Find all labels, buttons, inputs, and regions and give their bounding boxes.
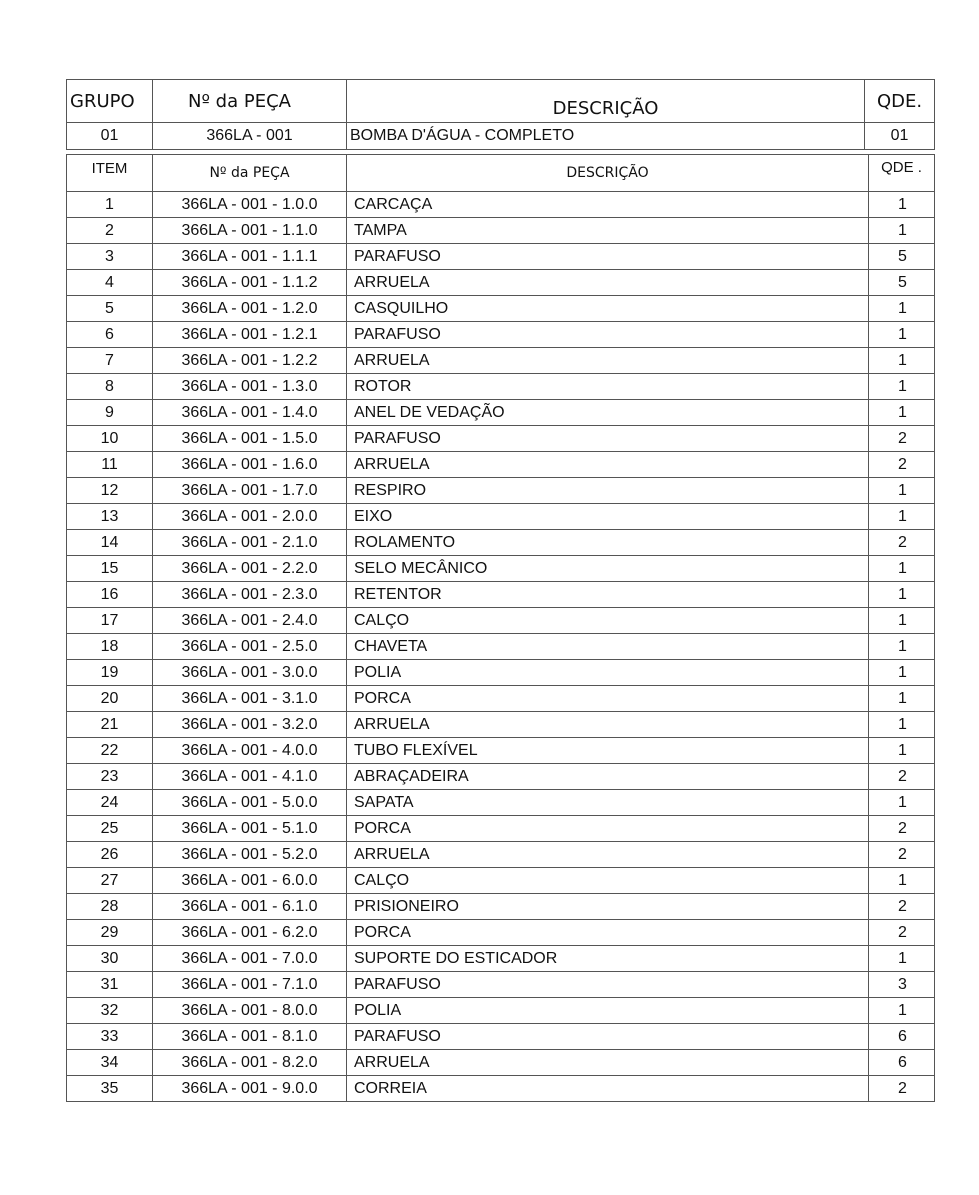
- descricao-cell: PORCA: [347, 920, 869, 946]
- qde-cell: 1: [869, 400, 935, 426]
- descricao-cell: TUBO FLEXÍVEL: [347, 738, 869, 764]
- peca-cell: 366LA - 001 - 1.4.0: [153, 400, 347, 426]
- item-cell: 15: [67, 556, 153, 582]
- table-row: [67, 790, 935, 816]
- item-cell: 18: [67, 634, 153, 660]
- peca-cell: 366LA - 001 - 4.1.0: [153, 764, 347, 790]
- item-cell: 9: [67, 400, 153, 426]
- descricao-cell: PARAFUSO: [347, 244, 869, 270]
- peca-cell: 366LA - 001 - 5.1.0: [153, 816, 347, 842]
- peca-cell: 366LA - 001 - 3.1.0: [153, 686, 347, 712]
- qde-cell: 2: [869, 894, 935, 920]
- descricao-value: BOMBA D'ÁGUA - COMPLETO: [347, 123, 865, 150]
- descricao-cell: PORCA: [347, 686, 869, 712]
- qde-cell: 1: [869, 686, 935, 712]
- descricao-cell: POLIA: [347, 998, 869, 1024]
- qde-cell: 1: [869, 374, 935, 400]
- item-cell: 35: [67, 1076, 153, 1102]
- item-cell: 17: [67, 608, 153, 634]
- group-header-row: [67, 80, 935, 123]
- qde-cell: 2: [869, 920, 935, 946]
- descricao-cell: EIXO: [347, 504, 869, 530]
- peca-cell: 366LA - 001 - 8.0.0: [153, 998, 347, 1024]
- table-row: [67, 738, 935, 764]
- table-row: [67, 374, 935, 400]
- table-row: [67, 608, 935, 634]
- item-cell: 25: [67, 816, 153, 842]
- qde-value: 01: [865, 123, 935, 150]
- item-cell: 21: [67, 712, 153, 738]
- qde-cell: 1: [869, 868, 935, 894]
- peca-cell: 366LA - 001 - 8.1.0: [153, 1024, 347, 1050]
- peca-cell: 366LA - 001 - 6.0.0: [153, 868, 347, 894]
- table-row: [67, 868, 935, 894]
- peca-header: Nº da PEÇA: [153, 80, 347, 123]
- item-cell: 13: [67, 504, 153, 530]
- item-cell: 3: [67, 244, 153, 270]
- peca-cell: 366LA - 001 - 8.2.0: [153, 1050, 347, 1076]
- table-row: [67, 192, 935, 218]
- item-cell: 34: [67, 1050, 153, 1076]
- table-row: [67, 1024, 935, 1050]
- descricao-header: DESCRIÇÃO: [347, 80, 865, 123]
- descricao-cell: ROLAMENTO: [347, 530, 869, 556]
- qde-cell: 3: [869, 972, 935, 998]
- table-row: [67, 556, 935, 582]
- item-cell: 29: [67, 920, 153, 946]
- qde-cell: 1: [869, 218, 935, 244]
- peca-cell: 366LA - 001 - 1.3.0: [153, 374, 347, 400]
- item-cell: 20: [67, 686, 153, 712]
- item-cell: 7: [67, 348, 153, 374]
- qde-cell: 5: [869, 270, 935, 296]
- qde-cell: 2: [869, 452, 935, 478]
- parts-body: [67, 192, 935, 1102]
- parts-table: [66, 154, 935, 1102]
- peca-cell: 366LA - 001 - 6.2.0: [153, 920, 347, 946]
- peca-cell: 366LA - 001 - 1.1.1: [153, 244, 347, 270]
- qde-cell: 1: [869, 322, 935, 348]
- table-row: [67, 920, 935, 946]
- item-cell: 2: [67, 218, 153, 244]
- table-row: [67, 270, 935, 296]
- item-cell: 10: [67, 426, 153, 452]
- descricao-cell: CASQUILHO: [347, 296, 869, 322]
- descricao-cell: ABRAÇADEIRA: [347, 764, 869, 790]
- descricao-cell: PARAFUSO: [347, 426, 869, 452]
- item-cell: 33: [67, 1024, 153, 1050]
- qde-cell: 1: [869, 660, 935, 686]
- table-row: [67, 816, 935, 842]
- item-header: ITEM: [67, 155, 153, 192]
- descricao-cell: PARAFUSO: [347, 972, 869, 998]
- qde-header: QDE .: [869, 155, 935, 192]
- peca-cell: 366LA - 001 - 1.1.0: [153, 218, 347, 244]
- peca-cell: 366LA - 001 - 3.2.0: [153, 712, 347, 738]
- table-row: [67, 348, 935, 374]
- item-cell: 23: [67, 764, 153, 790]
- table-row: [67, 1050, 935, 1076]
- qde-cell: 2: [869, 816, 935, 842]
- qde-cell: 2: [869, 530, 935, 556]
- peca-cell: 366LA - 001 - 1.2.0: [153, 296, 347, 322]
- descricao-cell: ROTOR: [347, 374, 869, 400]
- descricao-cell: ARRUELA: [347, 452, 869, 478]
- peca-cell: 366LA - 001 - 2.5.0: [153, 634, 347, 660]
- peca-cell: 366LA - 001 - 1.5.0: [153, 426, 347, 452]
- item-cell: 12: [67, 478, 153, 504]
- qde-header: QDE.: [865, 80, 935, 123]
- descricao-cell: PARAFUSO: [347, 322, 869, 348]
- table-row: [67, 894, 935, 920]
- table-row: [67, 1076, 935, 1102]
- group-table: [66, 79, 935, 150]
- item-cell: 27: [67, 868, 153, 894]
- qde-cell: 1: [869, 738, 935, 764]
- qde-cell: 6: [869, 1024, 935, 1050]
- table-row: [67, 686, 935, 712]
- peca-cell: 366LA - 001 - 2.1.0: [153, 530, 347, 556]
- item-cell: 5: [67, 296, 153, 322]
- qde-cell: 1: [869, 608, 935, 634]
- descricao-cell: RETENTOR: [347, 582, 869, 608]
- peca-cell: 366LA - 001 - 1.7.0: [153, 478, 347, 504]
- qde-cell: 2: [869, 1076, 935, 1102]
- table-row: [67, 478, 935, 504]
- descricao-cell: CHAVETA: [347, 634, 869, 660]
- descricao-cell: TAMPA: [347, 218, 869, 244]
- qde-cell: 1: [869, 712, 935, 738]
- peca-cell: 366LA - 001 - 2.3.0: [153, 582, 347, 608]
- descricao-cell: CORREIA: [347, 1076, 869, 1102]
- qde-cell: 1: [869, 634, 935, 660]
- item-cell: 22: [67, 738, 153, 764]
- item-cell: 32: [67, 998, 153, 1024]
- item-cell: 14: [67, 530, 153, 556]
- item-cell: 30: [67, 946, 153, 972]
- item-cell: 1: [67, 192, 153, 218]
- descricao-cell: ARRUELA: [347, 270, 869, 296]
- peca-cell: 366LA - 001 - 2.0.0: [153, 504, 347, 530]
- table-row: [67, 764, 935, 790]
- item-cell: 8: [67, 374, 153, 400]
- descricao-cell: CALÇO: [347, 868, 869, 894]
- item-cell: 26: [67, 842, 153, 868]
- qde-cell: 1: [869, 192, 935, 218]
- descricao-cell: RESPIRO: [347, 478, 869, 504]
- table-row: [67, 998, 935, 1024]
- peca-cell: 366LA - 001 - 2.4.0: [153, 608, 347, 634]
- peca-cell: 366LA - 001 - 1.2.2: [153, 348, 347, 374]
- table-row: [67, 582, 935, 608]
- peca-cell: 366LA - 001 - 2.2.0: [153, 556, 347, 582]
- descricao-cell: ANEL DE VEDAÇÃO: [347, 400, 869, 426]
- descricao-cell: POLIA: [347, 660, 869, 686]
- peca-cell: 366LA - 001 - 1.6.0: [153, 452, 347, 478]
- item-cell: 24: [67, 790, 153, 816]
- table-row: [67, 504, 935, 530]
- descricao-header: DESCRIÇÃO: [347, 155, 869, 192]
- descricao-cell: ARRUELA: [347, 1050, 869, 1076]
- item-cell: 4: [67, 270, 153, 296]
- group-value-row: [67, 123, 935, 150]
- table-row: [67, 842, 935, 868]
- parts-header-row: [67, 155, 935, 192]
- table-row: [67, 296, 935, 322]
- table-row: [67, 218, 935, 244]
- peca-cell: 366LA - 001 - 1.1.2: [153, 270, 347, 296]
- peca-cell: 366LA - 001 - 1.0.0: [153, 192, 347, 218]
- item-cell: 11: [67, 452, 153, 478]
- qde-cell: 1: [869, 478, 935, 504]
- table-row: [67, 322, 935, 348]
- peca-cell: 366LA - 001 - 5.2.0: [153, 842, 347, 868]
- table-row: [67, 972, 935, 998]
- table-row: [67, 452, 935, 478]
- qde-cell: 1: [869, 556, 935, 582]
- descricao-cell: SUPORTE DO ESTICADOR: [347, 946, 869, 972]
- qde-cell: 1: [869, 946, 935, 972]
- qde-cell: 2: [869, 764, 935, 790]
- peca-cell: 366LA - 001 - 1.2.1: [153, 322, 347, 348]
- peca-cell: 366LA - 001 - 6.1.0: [153, 894, 347, 920]
- qde-cell: 1: [869, 348, 935, 374]
- item-cell: 6: [67, 322, 153, 348]
- qde-cell: 5: [869, 244, 935, 270]
- table-row: [67, 244, 935, 270]
- descricao-cell: ARRUELA: [347, 712, 869, 738]
- descricao-cell: CARCAÇA: [347, 192, 869, 218]
- peca-cell: 366LA - 001 - 3.0.0: [153, 660, 347, 686]
- table-row: [67, 660, 935, 686]
- item-cell: 28: [67, 894, 153, 920]
- peca-cell: 366LA - 001 - 7.0.0: [153, 946, 347, 972]
- table-row: [67, 946, 935, 972]
- qde-cell: 2: [869, 426, 935, 452]
- qde-cell: 1: [869, 504, 935, 530]
- descricao-cell: PARAFUSO: [347, 1024, 869, 1050]
- descricao-cell: PRISIONEIRO: [347, 894, 869, 920]
- table-row: [67, 400, 935, 426]
- qde-cell: 1: [869, 998, 935, 1024]
- peca-cell: 366LA - 001 - 7.1.0: [153, 972, 347, 998]
- peca-cell: 366LA - 001 - 4.0.0: [153, 738, 347, 764]
- grupo-value: 01: [67, 123, 153, 150]
- qde-cell: 1: [869, 296, 935, 322]
- descricao-cell: CALÇO: [347, 608, 869, 634]
- table-row: [67, 426, 935, 452]
- table-row: [67, 634, 935, 660]
- peca-value: 366LA - 001: [153, 123, 347, 150]
- peca-cell: 366LA - 001 - 9.0.0: [153, 1076, 347, 1102]
- descricao-cell: PORCA: [347, 816, 869, 842]
- descricao-cell: ARRUELA: [347, 348, 869, 374]
- descricao-cell: ARRUELA: [347, 842, 869, 868]
- qde-cell: 2: [869, 842, 935, 868]
- item-cell: 16: [67, 582, 153, 608]
- qde-cell: 6: [869, 1050, 935, 1076]
- table-row: [67, 530, 935, 556]
- qde-cell: 1: [869, 790, 935, 816]
- peca-header: Nº da PEÇA: [153, 155, 347, 192]
- table-row: [67, 712, 935, 738]
- peca-cell: 366LA - 001 - 5.0.0: [153, 790, 347, 816]
- grupo-header: GRUPO: [67, 80, 153, 123]
- qde-cell: 1: [869, 582, 935, 608]
- descricao-cell: SELO MECÂNICO: [347, 556, 869, 582]
- item-cell: 19: [67, 660, 153, 686]
- descricao-cell: SAPATA: [347, 790, 869, 816]
- item-cell: 31: [67, 972, 153, 998]
